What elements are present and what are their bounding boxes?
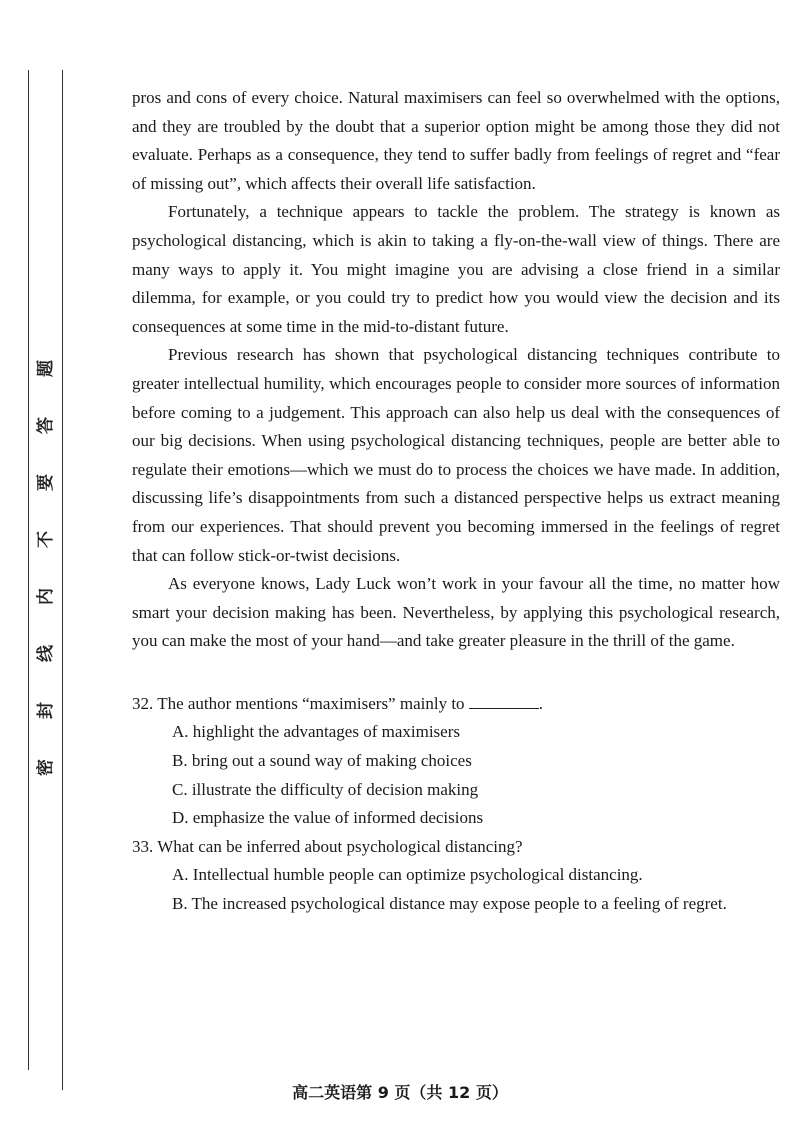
seal-char: 封 bbox=[35, 702, 56, 719]
seal-char: 要 bbox=[35, 474, 56, 491]
seal-char: 密 bbox=[35, 759, 56, 776]
answer-blank bbox=[469, 692, 539, 709]
passage-paragraph-3: Previous research has shown that psychological distancing techniques contribute to greater intellectual humility, which encourages people to consider more sources of information before coming to a judgement. This approach can also help us deal with the consequences of our big decisions. When using psychological distancing techniques, people are better able to regulate their emotions—which we must do to process the choices we have made. In addition, discussing life’s disappointments from such a distanced perspective helps us extract meaning from our experiences. That should prevent you becoming immersed in the feelings of regret that can follow stick-or-twist decisions. bbox=[132, 345, 780, 565]
question-32-option-d: D. emphasize the value of informed decisions bbox=[172, 808, 484, 828]
page-content bbox=[132, 84, 780, 919]
seal-char: 不 bbox=[35, 531, 56, 548]
question-33: 33. What can be inferred about psychological distancing? bbox=[132, 836, 523, 856]
page-footer: 高二英语第 9 页（共 12 页） bbox=[292, 1083, 508, 1102]
binding-margin-line-outer bbox=[28, 70, 29, 1070]
question-32-stem: 32. The author mentions “maximisers” mainly to bbox=[132, 693, 465, 713]
seal-char: 内 bbox=[35, 588, 56, 605]
passage-paragraph-4: As everyone knows, Lady Luck won’t work in your favour all the time, no matter how smart your decision making has been. Nevertheless, by applying this psychological research, you can make the most of your hand—and take greater pleasure in the thrill of the game. bbox=[132, 574, 780, 651]
seal-char: 答 bbox=[35, 417, 56, 434]
passage-paragraph-1: pros and cons of every choice. Natural maximisers can feel so overwhelmed with the options, and they are troubled by the doubt that a superior option might be among those they did not evaluate. Perhaps as a consequence, they tend to suffer badly from feelings of regret and “fear of missing out”, which affects their overall life satisfaction. bbox=[132, 88, 780, 193]
passage-paragraph-2: Fortunately, a technique appears to tackle the problem. The strategy is known as psychological distancing, which is akin to taking a fly-on-the-wall view of things. There are many ways to apply it. You might imagine you are advising a close friend in a similar dilemma, for example, or you could try to predict how you would view the decision and its consequences at some time in the mid-to-distant future. bbox=[132, 202, 780, 336]
question-32-option-b: B. bring out a sound way of making choices bbox=[172, 751, 472, 771]
seal-char: 题 bbox=[35, 360, 56, 377]
question-33-option-b: B. The increased psychological distance may expose people to a feeling of regret. bbox=[172, 894, 727, 914]
question-33-option-a: A. Intellectual humble people can optimize psychological distancing. bbox=[172, 865, 643, 885]
question-32 bbox=[132, 690, 780, 719]
seal-char: 线 bbox=[35, 645, 56, 662]
question-32-option-a: A. highlight the advantages of maximisers bbox=[172, 722, 460, 742]
question-32-stem-end: . bbox=[538, 693, 544, 713]
binding-margin-line-inner bbox=[62, 70, 63, 1090]
question-32-option-c: C. illustrate the difficulty of decision making bbox=[172, 779, 479, 799]
section-gap bbox=[132, 656, 780, 690]
seal-line-notice bbox=[30, 360, 62, 816]
